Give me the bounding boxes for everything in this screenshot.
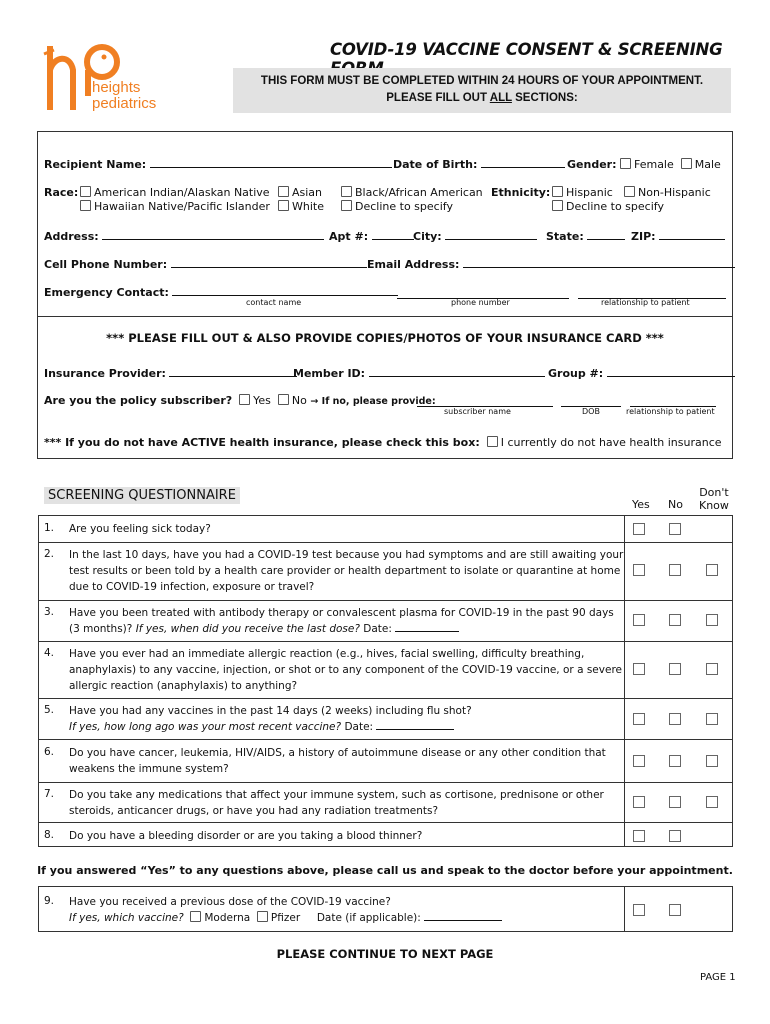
logo-text-pediatrics: pediatrics [92,95,157,112]
race-option-hawaiian[interactable]: Hawaiian Native/Pacific Islander [80,200,270,213]
q3-no-checkbox[interactable] [669,614,681,626]
instruction-banner [233,68,731,113]
state-field[interactable] [587,230,625,240]
sublabel-relationship: relationship to patient [626,407,715,416]
date-label: Date (if applicable): [316,912,421,924]
ethnicity-label: Ethnicity: [491,186,551,199]
date-field[interactable] [376,720,454,730]
call-doctor-notice: If you answered “Yes” to any questions above, please call us and speak to the doctor before your appointment. [37,864,733,877]
pfizer-checkbox[interactable] [257,911,268,922]
date-field[interactable] [424,911,502,921]
member-id-label: Member ID: [293,367,366,380]
emergency-name-field[interactable] [172,286,398,296]
city-label: City: [413,230,442,243]
question-followup: If yes, when did you receive the last dose? [135,623,360,635]
apt-field[interactable] [372,230,414,240]
checkbox[interactable] [341,200,352,211]
question-number: 2. [44,548,55,560]
checkbox[interactable] [80,186,91,197]
subscriber-dob-field[interactable] [561,397,621,407]
page-number: PAGE 1 [700,972,736,983]
city-field[interactable] [445,230,537,240]
race-option-american-indian[interactable]: American Indian/Alaskan Native [80,186,270,199]
gender-row [567,158,721,171]
column-no: No [668,498,683,511]
recipient-name-field[interactable] [150,158,392,168]
checkbox[interactable] [80,200,91,211]
continue-notice: PLEASE CONTINUE TO NEXT PAGE [276,947,494,961]
checkbox[interactable] [624,186,635,197]
question-text: Have you ever had an immediate allergic reaction (e.g., hives, facial swelling, difficulty breathing, anaphylaxis) to any vaccine, injection, or shot or to any component of the COVID-19 vaccine, or a severe allergic reaction (anaphylaxis) to anything? [69,648,622,692]
address-label: Address: [44,230,99,243]
moderna-label: Moderna [204,912,251,924]
question-number: 5. [44,704,55,716]
gender-female-checkbox[interactable] [620,158,631,169]
question-text: Do you have a bleeding disorder or are you taking a blood thinner? [69,830,423,842]
checkbox[interactable] [278,186,289,197]
sublabel-dob: DOB [582,407,600,416]
dob-label: Date of Birth: [393,158,478,171]
question-text: Have you received a previous dose of the COVID-19 vaccine? [69,896,391,908]
sublabel-phone-number: phone number [451,298,510,307]
question-number: 1. [44,522,55,534]
cell-phone-row [44,258,367,271]
row-divider [38,698,732,699]
gender-male-label: Male [694,158,721,171]
q1-no-checkbox[interactable] [669,523,681,535]
question-number: 3. [44,606,55,618]
question-number: 8. [44,829,55,841]
column-dont-know: Don't Know [699,486,729,512]
question-followup: If yes, which vaccine? [69,912,184,924]
member-id-field[interactable] [369,367,545,377]
checkbox[interactable] [278,200,289,211]
recipient-name-row [44,158,392,171]
subscriber-yes-checkbox[interactable] [239,394,250,405]
date-label: Date: [363,623,392,635]
q9-no-checkbox[interactable] [669,904,681,916]
race-option-black[interactable]: Black/African American [341,186,483,199]
question-text: Do you take any medications that affect your immune system, such as cortisone, prednisone or other steroids, anticancer drugs, or have you had any radiation treatments? [69,789,604,817]
city-row [413,230,537,243]
insurance-provider-row [44,367,297,380]
email-label: Email Address: [367,258,460,271]
q6-yes-checkbox[interactable] [633,755,645,767]
question-text: Are you feeling sick today? [69,523,211,535]
question-number: 6. [44,746,55,758]
insurance-provider-label: Insurance Provider: [44,367,166,380]
question-item [69,703,625,735]
no-insurance-checkbox[interactable] [487,436,498,447]
group-row [548,367,735,380]
question-text: Have you had any vaccines in the past 14 days (2 weeks) including flu shot? [69,705,472,717]
question-number: 9. [44,895,55,907]
gender-male-checkbox[interactable] [681,158,692,169]
race-option-white[interactable]: White [278,200,324,213]
question-text: In the last 10 days, have you had a COVID-19 test because you had symptoms and are still awaiting your test results or been told by a health care provider or health department to isolate or quarantine at home due to COVID-19 infection, exposure or travel? [69,549,624,593]
row-divider [38,542,732,543]
ethnicity-option-hispanic[interactable]: Hispanic [552,186,613,199]
sublabel-contact-name: contact name [246,298,302,307]
question-followup: If yes, how long ago was your most recent vaccine? [69,721,342,733]
subscriber-name-field[interactable] [417,397,553,407]
zip-label: ZIP: [631,230,656,243]
dob-field[interactable] [481,158,565,168]
apt-label: Apt #: [329,230,369,243]
dob-row [393,158,565,171]
q3-dont-know-checkbox[interactable] [706,614,718,626]
apt-row [329,230,414,243]
row-divider [38,600,732,601]
q5-no-checkbox[interactable] [669,713,681,725]
q4-no-checkbox[interactable] [669,663,681,675]
q4-dont-know-checkbox[interactable] [706,663,718,675]
zip-field[interactable] [659,230,725,240]
question-item [69,605,625,637]
question-number: 7. [44,788,55,800]
group-label: Group #: [548,367,604,380]
group-field[interactable] [607,367,735,377]
q7-yes-checkbox[interactable] [633,796,645,808]
q5-dont-know-checkbox[interactable] [706,713,718,725]
member-id-row [293,367,545,380]
q6-no-checkbox[interactable] [669,755,681,767]
race-label: Race: [44,186,79,199]
row-divider [38,641,732,642]
ethnicity-option-non-hispanic[interactable]: Non-Hispanic [624,186,711,199]
moderna-checkbox[interactable] [190,911,201,922]
q3-yes-checkbox[interactable] [633,614,645,626]
address-field[interactable] [102,230,324,240]
race-option-asian[interactable]: Asian [278,186,322,199]
emergency-contact-row [44,286,398,299]
q7-no-checkbox[interactable] [669,796,681,808]
row-divider [38,822,732,823]
banner-line-1: THIS FORM MUST BE COMPLETED WITHIN 24 HOURS OF YOUR APPOINTMENT. [260,75,704,87]
q9-yes-checkbox[interactable] [633,904,645,916]
no-insurance-option: I currently do not have health insurance [500,436,722,449]
gender-female-label: Female [633,158,674,171]
sublabel-relationship: relationship to patient [601,298,690,307]
recipient-name-label: Recipient Name: [44,158,147,171]
policy-subscriber-row [44,394,436,407]
pfizer-label: Pfizer [270,912,301,924]
gender-label: Gender: [567,158,617,171]
subscriber-no-checkbox[interactable] [278,394,289,405]
subscriber-no-label: No [291,394,307,407]
sublabel-subscriber-name: subscriber name [444,407,511,416]
q8-yes-checkbox[interactable] [633,830,645,842]
divider [37,316,733,317]
row-divider [38,782,732,783]
screening-heading: SCREENING QUESTIONNAIRE [44,487,240,504]
date-label: Date: [344,721,374,733]
q2-dont-know-checkbox[interactable] [706,564,718,576]
logo-text-heights: heights [92,79,141,96]
q1-yes-checkbox[interactable] [633,523,645,535]
policy-subscriber-question: Are you the policy subscriber? [44,394,233,407]
state-label: State: [546,230,584,243]
q8-no-checkbox[interactable] [669,830,681,842]
date-field[interactable] [395,622,459,632]
question-item [69,894,625,926]
q2-no-checkbox[interactable] [669,564,681,576]
question-text: Do you have cancer, leukemia, HIV/AIDS, a history of autoimmune disease or any other condition that weakens the immune system? [69,747,606,775]
cell-phone-field[interactable] [171,258,367,268]
insurance-provider-field[interactable] [169,367,297,377]
checkbox[interactable] [552,186,563,197]
q2-yes-checkbox[interactable] [633,564,645,576]
checkbox[interactable] [552,200,563,211]
row-divider [38,739,732,740]
insurance-heading: *** PLEASE FILL OUT & ALSO PROVIDE COPIES/PHOTOS OF YOUR INSURANCE CARD *** [106,331,664,345]
subscriber-yes-label: Yes [253,394,271,407]
race-option-decline[interactable]: Decline to specify [341,200,453,213]
subscriber-relationship-field[interactable] [630,397,716,407]
no-insurance-label: *** If you do not have ACTIVE health insurance, please check this box: [44,436,480,449]
email-row [367,258,735,271]
question-text: Have you been treated with antibody therapy or convalescent plasma for COVID-19 in the past 90 days (3 months)? [69,607,614,635]
if-no-instruction: → If no, please provide: [310,396,436,407]
ethnicity-option-decline[interactable]: Decline to specify [552,200,664,213]
heights-pediatrics-logo [40,40,170,116]
checkbox[interactable] [341,186,352,197]
emergency-contact-label: Emergency Contact: [44,286,169,299]
form-title: COVID-19 VACCINE CONSENT & SCREENING [330,40,723,59]
cell-phone-label: Cell Phone Number: [44,258,168,271]
address-row [44,230,324,243]
column-yes: Yes [632,498,650,511]
zip-row [631,230,725,243]
q7-dont-know-checkbox[interactable] [706,796,718,808]
state-row [546,230,625,243]
question-number: 4. [44,647,55,659]
banner-line-2: PLEASE FILL OUT ALL SECTIONS: [386,92,578,104]
q6-dont-know-checkbox[interactable] [706,755,718,767]
email-field[interactable] [463,258,735,268]
q5-yes-checkbox[interactable] [633,713,645,725]
q4-yes-checkbox[interactable] [633,663,645,675]
no-insurance-row [44,436,722,449]
